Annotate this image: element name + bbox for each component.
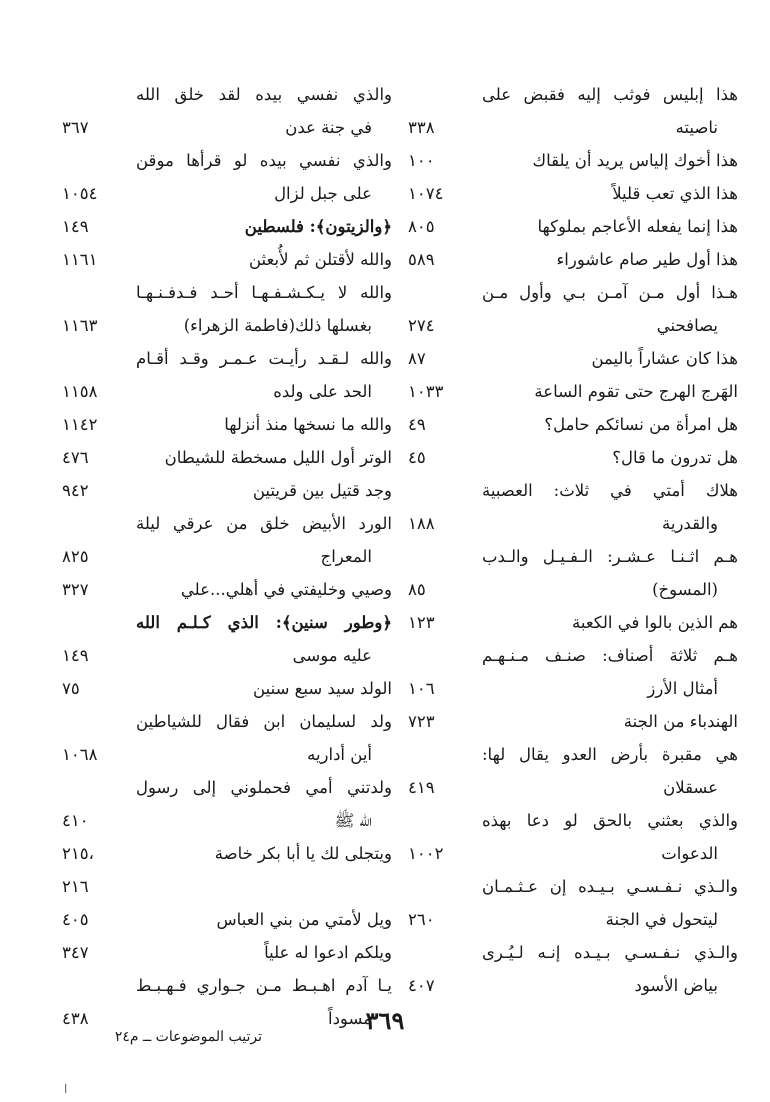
entry-page-ref: ٨٢٥	[62, 547, 89, 566]
index-entry	[62, 243, 392, 276]
corner-mark: ا	[64, 1082, 68, 1096]
entry-text: والله ما نسخها منذ أنزلها	[224, 415, 392, 434]
entry-text: ﴿والزيتون﴾: فلسطين	[244, 217, 392, 236]
index-entry-continuation	[62, 804, 392, 837]
entry-page-ref: ٤١٩	[408, 778, 435, 797]
entry-page-ref: ٩٤٢	[62, 481, 89, 500]
entry-text: هذا أول طير صام عاشوراء	[556, 250, 738, 269]
index-entry	[408, 936, 738, 969]
entry-text: ولدتني أمي فحملوني إلى رسول	[136, 778, 392, 797]
entry-text: الولد سيد سبع سنين	[253, 679, 392, 698]
entry-text: المعراج	[320, 547, 372, 566]
entry-page-ref: ١١٦٣	[62, 316, 98, 335]
index-entry-continuation	[62, 375, 392, 408]
index-entry	[62, 441, 392, 474]
entry-page-ref: ٨٥	[408, 580, 426, 599]
index-entry	[62, 672, 392, 705]
entry-text: على جبل لزال	[274, 184, 372, 203]
entry-page-ref: ٤٩	[408, 415, 426, 434]
entry-text: هـم اثـنـا عـشـر: الـفـيـل والـدب	[482, 547, 738, 566]
entry-text: هم الذين بالوا في الكعبة	[572, 613, 738, 632]
entry-page-ref: ٤١٠	[62, 811, 89, 830]
index-entry-continuation	[408, 573, 738, 606]
entry-page-ref: ٢٦٠	[408, 910, 435, 929]
index-entry	[62, 342, 392, 375]
entry-text: يـا آدم اهـبـط مـن جـواري فـهـبـط	[136, 976, 392, 995]
index-entry	[408, 639, 738, 672]
index-entry	[408, 738, 738, 771]
entry-page-ref: ٤٠٥	[62, 910, 89, 929]
index-entry-continuation	[62, 309, 392, 342]
index-entry	[408, 78, 738, 111]
entry-text: أمثال الأرز	[647, 679, 718, 698]
index-entry	[408, 606, 738, 639]
entry-text: ﴿وطور سنين﴾: الذي كـلـم الله	[136, 613, 392, 632]
entry-text: مسوداً	[327, 1009, 372, 1028]
entry-text: الدعوات	[661, 844, 718, 863]
entry-text: هل امرأة من نسائكم حامل؟	[544, 415, 738, 434]
entry-text: هذا أخوك إلياس يريد أن يلقاك	[532, 151, 738, 170]
index-entry	[62, 903, 392, 936]
entry-text: هلاك أمتي في ثلاث: العصبية	[482, 481, 738, 500]
entry-text: الورد الأبيض خلق من عرقي ليلة	[136, 514, 392, 533]
entry-text: هذا الذي تعب قليلاً	[612, 184, 738, 203]
index-column-left	[62, 78, 392, 1035]
entry-page-ref: ٧٢٣	[408, 712, 435, 731]
index-entry-continuation	[62, 738, 392, 771]
entry-text: الله ﷺ	[334, 811, 372, 830]
index-entry-continuation	[62, 177, 392, 210]
page-number: ٣٦٩	[365, 1006, 405, 1035]
index-entry	[408, 210, 738, 243]
index-entry-continuation	[408, 309, 738, 342]
entry-text: والـذي نـفـسـي بـيـده إن عـثـمـان	[482, 877, 738, 896]
index-entry	[408, 342, 738, 375]
index-entry	[408, 144, 738, 177]
entry-text: وصيي وخليفتي في أهلي...علي	[180, 580, 392, 599]
index-entry	[62, 408, 392, 441]
entry-page-ref: ٣٦٧	[62, 118, 89, 137]
index-entry	[408, 705, 738, 738]
entry-page-ref: ١٢٣	[408, 613, 435, 632]
entry-text: يصافحني	[656, 316, 718, 335]
index-entry	[408, 804, 738, 837]
entry-text: والذي نفسي بيده لو قرأها موقن	[136, 151, 392, 170]
entry-page-ref: ١٠٥٤	[62, 184, 98, 203]
entry-page-ref: ٣٢٧	[62, 580, 89, 599]
entry-page-ref: ١٨٨	[408, 514, 435, 533]
index-entry	[408, 177, 738, 210]
entry-page-ref: ٢١٦	[62, 877, 89, 896]
entry-text: هل تدرون ما قال؟	[612, 448, 738, 467]
index-column-right	[408, 78, 738, 1002]
entry-page-ref: ٤٣٨	[62, 1009, 89, 1028]
entry-text: والـذي نـفـسـي بـيـده إنـه لـيُـرى	[482, 943, 738, 962]
index-entry	[62, 606, 392, 639]
entry-page-ref: ١٠٦	[408, 679, 435, 698]
entry-text: عليه موسى	[292, 646, 372, 665]
index-entry-continuation	[408, 771, 738, 804]
entry-page-ref: ٣٤٧	[62, 943, 89, 962]
entry-page-ref: ٨٠٥	[408, 217, 435, 236]
index-entry	[408, 243, 738, 276]
index-entry-continuation	[408, 837, 738, 870]
index-entry-continuation	[408, 507, 738, 540]
index-entry-continuation	[62, 870, 392, 903]
index-entry-continuation	[408, 969, 738, 1002]
index-entry-continuation	[408, 111, 738, 144]
entry-text: والذي بعثني بالحق لو دعا بهذه	[482, 811, 738, 830]
index-entry	[408, 474, 738, 507]
index-entry	[408, 441, 738, 474]
entry-text: وجد قتيل بين قريتين	[252, 481, 392, 500]
entry-page-ref: ١١٤٢	[62, 415, 98, 434]
entry-text: ولد لسليمان ابن فقال للشياطين	[136, 712, 392, 731]
entry-text: هذا إبليس فوثب إليه فقبض على	[482, 85, 738, 104]
index-entry	[408, 375, 738, 408]
entry-page-ref: ١٠٣٣	[408, 382, 444, 401]
entry-page-ref: ١٤٩	[62, 217, 89, 236]
entry-text: هذا إنما يفعله الأعاجم بملوكها	[537, 217, 738, 236]
entry-page-ref: ٤٥	[408, 448, 426, 467]
index-entry	[62, 474, 392, 507]
index-entry	[408, 870, 738, 903]
entry-page-ref: ٤٠٧	[408, 976, 435, 995]
entry-page-ref: ٧٥	[62, 679, 80, 698]
index-entry	[62, 771, 392, 804]
entry-page-ref: ١٠٠	[408, 151, 435, 170]
entry-page-ref: ٥٨٩	[408, 250, 435, 269]
index-entry	[62, 210, 392, 243]
entry-text: الهَرج الهرج حتى تقوم الساعة	[534, 382, 738, 401]
entry-text: والله لا يـكـشـفـهـا أحـد فـدفـنـهـا	[136, 283, 392, 302]
entry-text: بغسلها ذلك(فاطمة الزهراء)	[183, 316, 372, 335]
index-entry	[408, 408, 738, 441]
entry-page-ref: ١٠٧٤	[408, 184, 444, 203]
index-entry	[62, 705, 392, 738]
index-entry-continuation	[62, 639, 392, 672]
entry-page-ref: ٢٧٤	[408, 316, 435, 335]
entry-text: هـذا أول مـن آمـن بـي وأول مـن	[482, 283, 738, 302]
entry-text: في جنة عدن	[285, 118, 372, 137]
entry-page-ref: ٤٧٦	[62, 448, 89, 467]
index-entry	[62, 78, 392, 111]
entry-text: الوتر أول الليل مسخطة للشيطان	[164, 448, 392, 467]
entry-page-ref: ٨٧	[408, 349, 426, 368]
entry-text: الحد على ولده	[273, 382, 372, 401]
index-entry-continuation	[408, 672, 738, 705]
entry-text: ويلكم ادعوا له علياً	[264, 943, 392, 962]
entry-page-ref: ١١٥٨	[62, 382, 98, 401]
entry-page-ref: ٣٣٨	[408, 118, 435, 137]
entry-text: والله لأقتلن ثم لأُبعثن	[249, 250, 392, 269]
entry-text: أين أداريه	[307, 745, 372, 764]
entry-text: ناصيته	[675, 118, 718, 137]
entry-text: بياض الأسود	[634, 976, 718, 995]
index-entry	[408, 540, 738, 573]
entry-text: (المسوخ)	[652, 580, 718, 599]
entry-text: ويل لأمتي من بني العباس	[216, 910, 392, 929]
index-entry	[62, 837, 392, 870]
entry-text: والقدرية	[662, 514, 718, 533]
index-entry	[62, 936, 392, 969]
entry-text: الهندباء من الجنة	[623, 712, 738, 731]
index-entry-continuation	[408, 903, 738, 936]
entry-page-ref: ١٠٠٢	[408, 844, 444, 863]
index-entry	[62, 969, 392, 1002]
index-entry-continuation	[62, 111, 392, 144]
entry-text: هي مقبرة بأرض العدو يقال لها:	[482, 745, 738, 764]
entry-text: هذا كان عشاراً باليمن	[591, 349, 738, 368]
index-entry	[62, 573, 392, 606]
entry-text: والله لـقـد رأيـت عـمـر وقـد أقـام	[136, 349, 392, 368]
entry-page-ref: ٢١٥،	[62, 844, 94, 863]
entry-text: ويتجلى لك يا أبا بكر خاصة	[214, 844, 392, 863]
index-entry-continuation	[62, 540, 392, 573]
index-entry	[62, 144, 392, 177]
entry-text: عسقلان	[663, 778, 718, 797]
entry-text: والذي نفسي بيده لقد خلق الله	[136, 85, 392, 104]
entry-text: ليتحول في الجنة	[605, 910, 718, 929]
footer-signature: ترتيب الموضوعات ــ م٢٤	[114, 1029, 262, 1045]
entry-page-ref: ١٤٩	[62, 646, 89, 665]
index-entry	[62, 276, 392, 309]
index-entry	[62, 507, 392, 540]
entry-page-ref: ١٠٦٨	[62, 745, 98, 764]
index-entry	[408, 276, 738, 309]
entry-text: هـم ثلاثة أصناف: صنـف مـنـهـم	[482, 646, 738, 665]
entry-page-ref: ١١٦١	[62, 250, 98, 269]
